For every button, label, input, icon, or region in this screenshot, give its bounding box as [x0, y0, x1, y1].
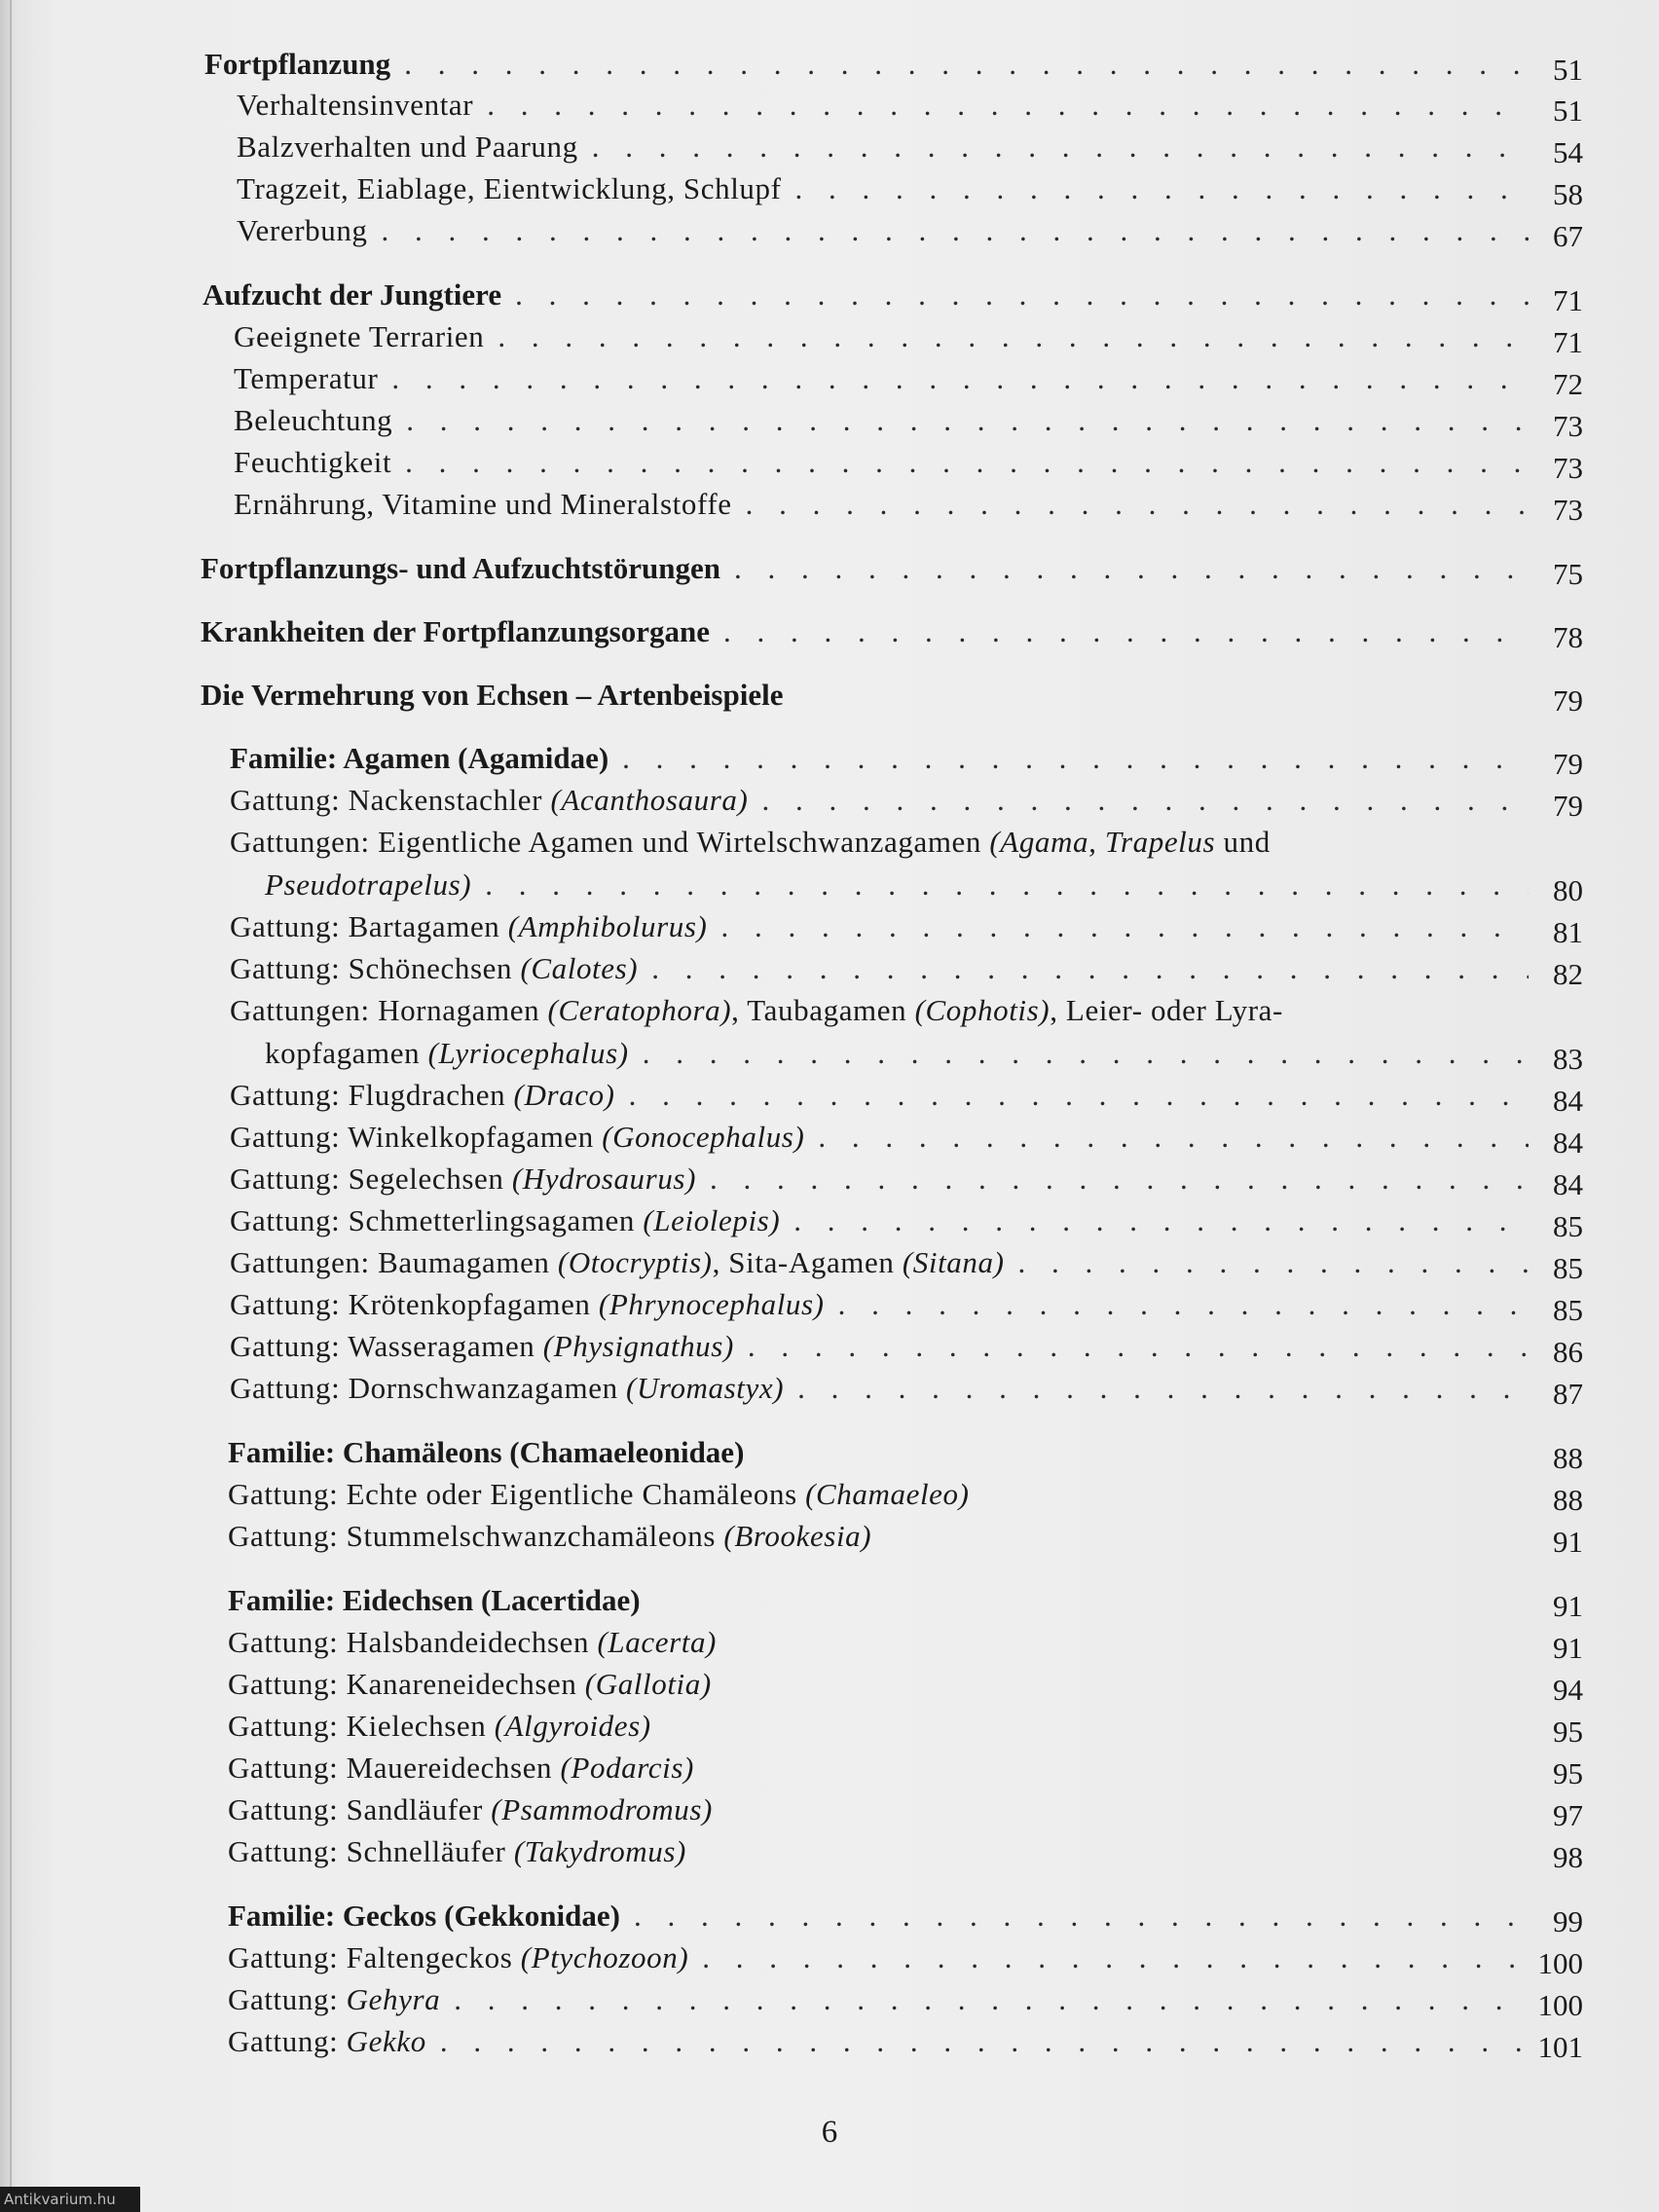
toc-entry-label: Gattung: Kanareneidechsen (Gallotia) [228, 1667, 712, 1701]
toc-entry-label: Fortpflanzungs- und Aufzuchtstörungen [201, 551, 720, 585]
dot-leader [498, 315, 1529, 358]
toc-page-number: 73 [1553, 409, 1583, 443]
toc-heading [204, 43, 1583, 86]
toc-page-number: 75 [1553, 557, 1583, 591]
toc-page-number: 91 [1553, 1525, 1583, 1559]
toc-entry-label-continued: Pseudotrapelus) [265, 867, 472, 902]
toc-page-number: 79 [1553, 747, 1583, 781]
toc-heading [230, 737, 1583, 780]
toc-entry [230, 821, 1583, 907]
toc-entry-label: Gattungen: Hornagamen (Ceratophora), Taubagamen (Cophotis), Leier- oder Lyra- [230, 993, 1283, 1027]
toc-page-number: 71 [1553, 283, 1583, 317]
toc-entry-label: Gattung: Schönechsen (Calotes) [230, 951, 639, 985]
toc-entry-label: Gattung: Gehyra [228, 1982, 441, 2016]
dot-leader [748, 1325, 1529, 1368]
toc-entry-label: Gattung: Gekko [228, 2024, 426, 2058]
dot-leader [818, 1116, 1529, 1159]
dot-leader [702, 1936, 1529, 1979]
toc-page-number: 99 [1553, 1904, 1583, 1938]
toc-entry [234, 399, 1583, 442]
toc-entry-label: Krankheiten der Fortpflanzungsorgane [201, 614, 710, 648]
toc-page-number: 84 [1553, 1167, 1583, 1201]
toc-entry-label: Familie: Eidechsen (Lacertidae) [228, 1583, 641, 1617]
dot-leader [622, 737, 1529, 780]
toc-page-number: 54 [1553, 135, 1583, 169]
toc-entry-label: Gattung: Schmetterlingsagamen (Leiolepis) [230, 1203, 781, 1237]
toc-entry-label: Vererbung [237, 213, 368, 247]
toc-entry [230, 905, 1583, 948]
toc-entry-label: Gattung: Segelechsen (Hydrosaurus) [230, 1161, 697, 1196]
toc-page-number: 95 [1553, 1756, 1583, 1790]
toc-page-number: 67 [1553, 219, 1583, 253]
dot-leader [723, 610, 1529, 653]
toc-page-number: 58 [1553, 177, 1583, 211]
dot-leader [454, 1978, 1529, 2021]
toc-entry-label: Familie: Geckos (Gekkonidae) [228, 1899, 620, 1933]
toc-entry [228, 1747, 1583, 1789]
toc-entry [228, 1788, 1583, 1831]
toc-page-number: 85 [1553, 1251, 1583, 1285]
dot-leader [710, 1158, 1529, 1200]
watermark: Antikvarium.hu [0, 2187, 140, 2212]
dot-leader [405, 441, 1529, 484]
toc-entry-label: Gattung: Halsbandeidechsen (Lacerta) [228, 1625, 717, 1659]
toc-page-number: 91 [1553, 1631, 1583, 1665]
toc-page-number: 88 [1553, 1483, 1583, 1517]
toc-entry [234, 357, 1583, 400]
dot-leader [838, 1283, 1529, 1326]
toc-entry [234, 315, 1583, 358]
dot-leader [734, 547, 1529, 590]
toc-entry [230, 1116, 1583, 1159]
toc-entry-label: Gattung: Mauereidechsen (Podarcis) [228, 1751, 694, 1785]
dot-leader [487, 84, 1529, 127]
toc-entry-label: Gattung: Krötenkopfagamen (Phrynocephalus) [230, 1287, 825, 1321]
toc-entry-label: Gattung: Dornschwanzagamen (Uromastyx) [230, 1371, 785, 1405]
toc-page-number: 78 [1553, 620, 1583, 654]
dot-leader [515, 274, 1529, 316]
toc-entry-label: Fortpflanzung [204, 47, 391, 81]
toc-entry [228, 1473, 1583, 1516]
toc-page-number: 85 [1553, 1293, 1583, 1327]
toc-page-number: 73 [1553, 493, 1583, 527]
toc-entry [228, 1515, 1583, 1558]
toc-entry [228, 2020, 1583, 2063]
toc-page-number: 79 [1553, 789, 1583, 823]
toc-page-number: 72 [1553, 367, 1583, 401]
dot-leader [761, 779, 1529, 822]
toc-entry-label: Tragzeit, Eiablage, Eientwicklung, Schlupf [237, 171, 782, 205]
dot-leader [404, 43, 1529, 86]
toc-entry-label: Gattung: Schnelläufer (Takydromus) [228, 1834, 686, 1868]
toc-entry-label: Ernährung, Vitamine und Mineralstoffe [234, 487, 732, 521]
dot-leader [643, 1032, 1529, 1075]
dot-leader [651, 947, 1529, 990]
toc-entry-label: Gattung: Sandläufer (Psammodromus) [228, 1792, 713, 1826]
toc-page-number: 95 [1553, 1714, 1583, 1749]
toc-page-number: 98 [1553, 1840, 1583, 1874]
toc-page-number: 82 [1553, 957, 1583, 991]
toc-entry-label: Gattungen: Baumagamen (Otocryptis), Sita-Agamen (Sitana) [230, 1245, 1005, 1279]
toc-entry-label: Gattung: Faltengeckos (Ptychozoon) [228, 1940, 689, 1974]
dot-leader [720, 905, 1529, 948]
toc-heading [203, 274, 1583, 316]
toc-entry [228, 1978, 1583, 2021]
toc-page-number: 87 [1553, 1377, 1583, 1411]
toc-entry-label-continued: kopfagamen (Lyriocephalus) [265, 1036, 629, 1070]
toc-heading [201, 610, 1583, 653]
toc-heading [228, 1579, 1583, 1622]
toc-entry [230, 779, 1583, 822]
toc-entry-label: Die Vermehrung von Echsen – Artenbeispiele [201, 678, 784, 712]
toc-page-number: 51 [1553, 53, 1583, 87]
toc-entry-label: Gattung: Wasseragamen (Physignathus) [230, 1329, 734, 1363]
page-number: 6 [821, 2115, 838, 2150]
toc-entry [228, 1830, 1583, 1873]
dot-leader [1018, 1241, 1529, 1284]
dot-leader [485, 864, 1529, 906]
toc-entry [230, 1199, 1583, 1242]
toc-entry-label: Gattung: Kielechsen (Algyroides) [228, 1709, 651, 1743]
toc-page-number: 101 [1537, 2030, 1583, 2064]
toc-entry-label: Verhaltensinventar [237, 88, 474, 122]
toc-entry-label: Familie: Chamäleons (Chamaeleonidae) [228, 1435, 745, 1469]
toc-entry [230, 1074, 1583, 1117]
dot-leader [391, 357, 1529, 400]
toc-page-number: 79 [1553, 683, 1583, 718]
dot-leader [592, 126, 1529, 168]
toc-entry-label: Gattung: Echte oder Eigentliche Chamäleons (Chamaeleo) [228, 1477, 970, 1511]
toc-entry [237, 126, 1583, 168]
toc-page-number: 51 [1553, 93, 1583, 128]
dot-leader [795, 167, 1529, 210]
dot-leader [634, 1895, 1529, 1937]
toc-entry [230, 947, 1583, 990]
dot-leader [797, 1367, 1529, 1410]
toc-entry [230, 1283, 1583, 1326]
toc-page-number: 86 [1553, 1335, 1583, 1369]
toc-entry [228, 1663, 1583, 1706]
toc-entry [230, 1367, 1583, 1410]
toc-entry [228, 1705, 1583, 1748]
toc-entry-label: Familie: Agamen (Agamidae) [230, 741, 609, 775]
toc-entry-label: Gattung: Stummelschwanzchamäleons (Brookesia) [228, 1519, 872, 1553]
toc-entry-label: Aufzucht der Jungtiere [203, 277, 502, 312]
toc-page-number: 85 [1553, 1209, 1583, 1243]
toc-entry [230, 989, 1583, 1076]
toc-entry-label: Gattung: Nackenstachler (Acanthosaura) [230, 783, 749, 817]
toc-entry [228, 1936, 1583, 1979]
toc-page-number: 94 [1553, 1673, 1583, 1707]
toc-entry-label: Gattung: Winkelkopfagamen (Gonocephalus) [230, 1120, 805, 1154]
toc-page-number: 83 [1553, 1042, 1583, 1076]
toc-heading [228, 1431, 1583, 1474]
toc-entry-label: Balzverhalten und Paarung [237, 129, 578, 164]
toc-heading [201, 674, 1583, 717]
toc-page-number: 100 [1537, 1988, 1583, 2022]
toc-page-number: 80 [1553, 873, 1583, 907]
toc-entry-label: Feuchtigkeit [234, 445, 392, 479]
toc-entry [237, 167, 1583, 210]
toc-page-number: 73 [1553, 451, 1583, 485]
toc-entry [230, 1241, 1583, 1284]
toc-entry-label: Temperatur [234, 361, 379, 395]
toc-page-number: 100 [1537, 1946, 1583, 1980]
toc-entry-label: Gattungen: Eigentliche Agamen und Wirtelschwanzagamen (Agama, Trapelus und [230, 825, 1271, 859]
toc-entry [228, 1621, 1583, 1664]
toc-page-number: 88 [1553, 1441, 1583, 1475]
dot-leader [440, 2020, 1529, 2063]
toc-page-number: 97 [1553, 1798, 1583, 1832]
toc-entry-label: Beleuchtung [234, 403, 393, 437]
toc-page-number: 71 [1553, 325, 1583, 359]
toc-entry [237, 84, 1583, 127]
toc-heading [201, 547, 1583, 590]
dot-leader [382, 209, 1529, 252]
dot-leader [793, 1199, 1529, 1242]
toc-heading [228, 1895, 1583, 1937]
dot-leader [746, 483, 1529, 526]
toc-entry [230, 1325, 1583, 1368]
toc-entry [230, 1158, 1583, 1200]
toc-page-number: 81 [1553, 915, 1583, 949]
toc-entry-label: Gattung: Bartagamen (Amphibolurus) [230, 909, 708, 943]
toc-entry [237, 209, 1583, 252]
toc-entry-label: Geeignete Terrarien [234, 319, 485, 353]
toc-page-number: 84 [1553, 1084, 1583, 1118]
dot-leader [629, 1074, 1529, 1117]
toc-entry [234, 483, 1583, 526]
toc-entry-label: Gattung: Flugdrachen (Draco) [230, 1078, 615, 1112]
toc-entry [234, 441, 1583, 484]
dot-leader [406, 399, 1529, 442]
toc-page-number: 84 [1553, 1125, 1583, 1160]
toc-page-number: 91 [1553, 1589, 1583, 1623]
